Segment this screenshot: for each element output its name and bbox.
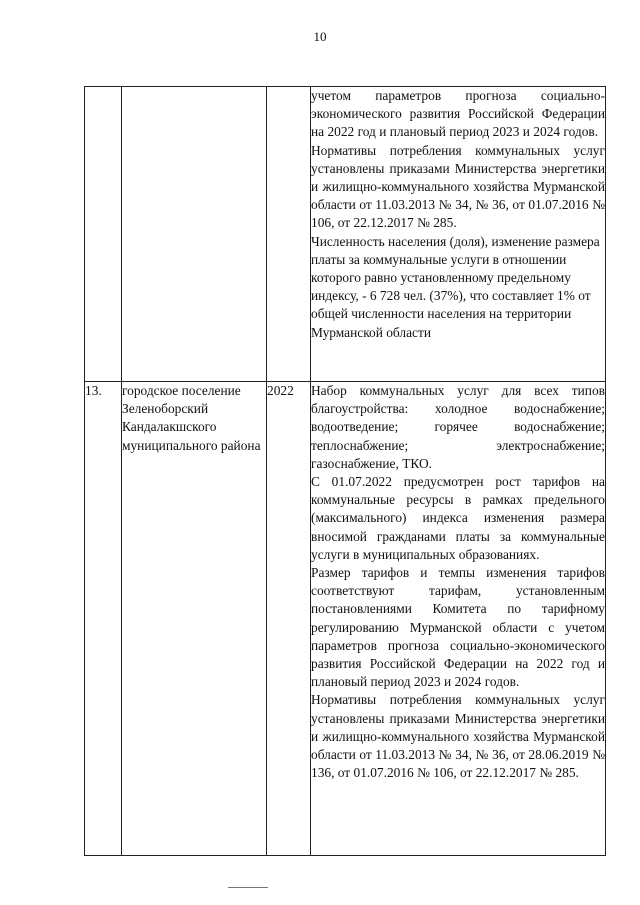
description-paragraph: Численность населения (доля), изменение размера платы за коммунальные услуги в отношении которого равно установленному предельному индексу, - 6 728 чел. (37%), что составляет 1% от общей численности населения на территории Мурманской области [311,233,600,340]
description-cell [311,87,606,382]
page-number: 10 [313,29,327,44]
description-paragraph: Нормативы потребления коммунальных услуг установлены приказами Министерства энергетики и жилищно-коммунального хозяйства Мурманской области от 11.03.2013 № 34, № 36, от 28.06.2019 № 136, от 01.07.2016 № 106, от 22.12.2017 № 285. [311,692,605,781]
row-number-cell: 13. [85,382,122,856]
description-cell [311,382,606,856]
row-number-cell [85,87,122,382]
year-cell [267,87,311,382]
table-row [85,382,606,856]
description-paragraph: Нормативы потребления коммунальных услуг установлены приказами Министерства энергетики и жилищно-коммунального хозяйства Мурманской области от 11.03.2013 № 34, № 36, от 01.07.2016 № 106, от 22.12.2017 № 285. [311,142,605,231]
description-paragraph: Размер тарифов и темпы изменения тарифов соответствуют тарифам, установленным постановлениями Комитета по тарифному регулированию Мурманской области с учетом параметров прогноза социально-экономического развития Российской Федерации на 2022 год и плановый период 2023 и 2024 годов. [311,565,605,690]
municipality-name-cell [122,87,267,382]
year-cell: 2022 [267,382,311,856]
description-paragraph: С 01.07.2022 предусмотрен рост тарифов на коммунальные ресурсы в рамках предельного (максимального) индекса изменения размера вносимой гражданами платы за коммунальные услуги в муниципальных образованиях. [311,474,605,562]
footer-divider [228,887,268,888]
table-row [85,87,606,382]
municipality-name-cell: городское поселение Зеленоборский Кандалакшского муниципального района [122,382,267,856]
description-paragraph: Набор коммунальных услуг для всех типов благоустройства: холодное водоснабжение; водоотведение; горячее водоснабжение; теплоснабжение; электроснабжение; газоснабжение, ТКО. [311,383,605,471]
municipal-tariff-table [84,86,606,856]
description-paragraph: учетом параметров прогноза социально-экономического развития Российской Федерации на 2022 год и плановый период 2023 и 2024 годов. [311,88,605,140]
